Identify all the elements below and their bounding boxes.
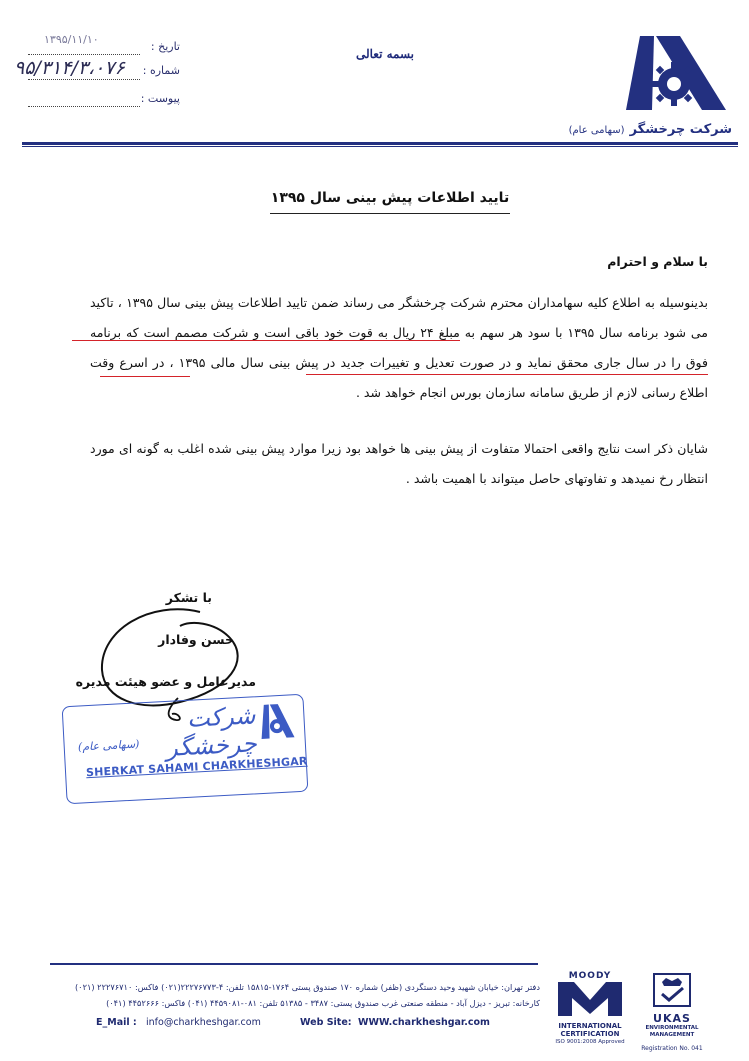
- letter-header: [0, 0, 749, 150]
- footer-contact-line: [96, 1017, 536, 1033]
- letter-title: تایید اطلاعات پیش بینی سال ۱۳۹۵: [270, 190, 510, 206]
- moody-top-label: MOODY: [568, 971, 612, 981]
- attachment-dotted-line: [28, 106, 140, 107]
- moody-logo-icon: [552, 980, 628, 1018]
- moody-certification: [552, 972, 628, 1058]
- closing: با تشکر: [165, 590, 212, 605]
- email-label: E_Mail :: [96, 1017, 137, 1028]
- date-label: تاریخ :: [150, 40, 180, 53]
- company-logo: [622, 28, 732, 118]
- highlight-underline-1: [72, 340, 460, 341]
- ukas-registration: Registration No. 041: [641, 1045, 703, 1052]
- number-value: ۹۵/۳۱۴/۳،۰۷۶: [14, 57, 125, 79]
- number-dotted-line: [28, 79, 140, 80]
- moody-bottom-label: INTERNATIONAL CERTIFICATION: [558, 1022, 622, 1038]
- stamp-gear-icon: [259, 701, 297, 743]
- stamp-english-name: SHERKAT SAHAMI CHARKHESHGAR: [85, 754, 308, 780]
- company-stamp: [62, 694, 309, 805]
- signer-position: مدیرعامل و عضو هیئت مدیره: [75, 674, 256, 689]
- ukas-name: UKAS: [653, 1012, 691, 1025]
- ukas-sub: ENVIRONMENTAL MANAGEMENT: [645, 1025, 699, 1038]
- highlight-underline-2: [306, 374, 708, 375]
- date-dotted-line: [28, 54, 140, 55]
- number-label: شماره :: [142, 64, 180, 77]
- attachment-label: پیوست :: [140, 92, 180, 105]
- header-rule: [22, 142, 738, 145]
- gear-triangle-logo-icon: [622, 28, 732, 118]
- greeting: با سلام و احترام: [607, 254, 708, 269]
- website-label: Web Site:: [300, 1017, 352, 1028]
- stamp-logo: [259, 701, 297, 743]
- signer-name: حسن وفادار: [158, 632, 234, 647]
- moody-iso-label: ISO 9001:2008 Approved: [555, 1039, 625, 1045]
- footer-rule: [50, 963, 538, 965]
- ukas-crown-tick-icon: [634, 972, 710, 1008]
- stamp-persian-name: شرکت چرخشگر: [165, 701, 258, 762]
- title-underline: [270, 213, 510, 214]
- paragraph-1: بدینوسیله به اطلاع کلیه سهامداران محترم شرکت چرخشگر می رساند ضمن تایید اطلاعات پیش بینی سال ۱۳۹۵ ، تاکید می شود برنامه سال ۱۳۹۵ با سود هر سهم به مبلغ ۲۴ ریال به قوت خود باقی است و شرکت مصمم است که برنامه فوق را در سال جاری محقق نماید و در صورت تعدیل و تغییرات جدید در پیش بینی سال مالی ۱۳۹۵ ، در اسرع وقت اطلاع رسانی لازم از طریق سامانه سازمان بورس انجام خواهد شد .: [90, 295, 708, 400]
- invocation: بسمه تعالی: [355, 47, 415, 61]
- highlight-underline-3: [100, 376, 190, 377]
- paragraph-2: شایان ذکر است نتایج واقعی احتمالا متفاوت از پیش بینی ها خواهد بود زیرا موارد پیش بینی شده اغلب به گونه ای مورد انتظار رخ نمیدهد و تفاوتهای حاصل میتواند با اهمیت باشد .: [90, 441, 708, 486]
- email-link[interactable]: info@charkheshgar.com: [146, 1017, 261, 1028]
- company-logo-caption: [562, 118, 732, 137]
- company-logo-type: (سهامی عام): [568, 125, 625, 136]
- footer-tehran-office: دفتر تهران: خیابان شهید وحید دستگردی (ظفر) شماره ۱۷۰ صندوق پستی ۱۷۶۴-۱۵۸۱۵ تلفن: ۴-۲۲۲۷۶۷۷۳(۰۲۱) فاکس: ۲۲۲۷۶۷۱۰ (۰۲۱): [74, 982, 540, 992]
- header-rule-thin: [22, 146, 738, 147]
- website-link[interactable]: WWW.charkheshgar.com: [358, 1017, 490, 1028]
- company-logo-name: شرکت چرخشگر: [629, 122, 732, 137]
- footer-tabriz-factory: کارخانه: تبریز - دیزل آباد - منطقه صنعتی غرب صندوق پستی: ۳۴۸۷ - ۵۱۳۸۵ تلفن: ۰۸۱-۴۴۵۹۰۸۱ (۰۴۱) فاکس: ۴۴۵۲۶۶۶ (۰۴۱): [106, 998, 540, 1008]
- ukas-certification: [634, 972, 710, 1058]
- date-value: ۱۳۹۵/۱۱/۱۰: [44, 33, 99, 46]
- stamp-persian-type: (سهامی عام): [77, 737, 140, 754]
